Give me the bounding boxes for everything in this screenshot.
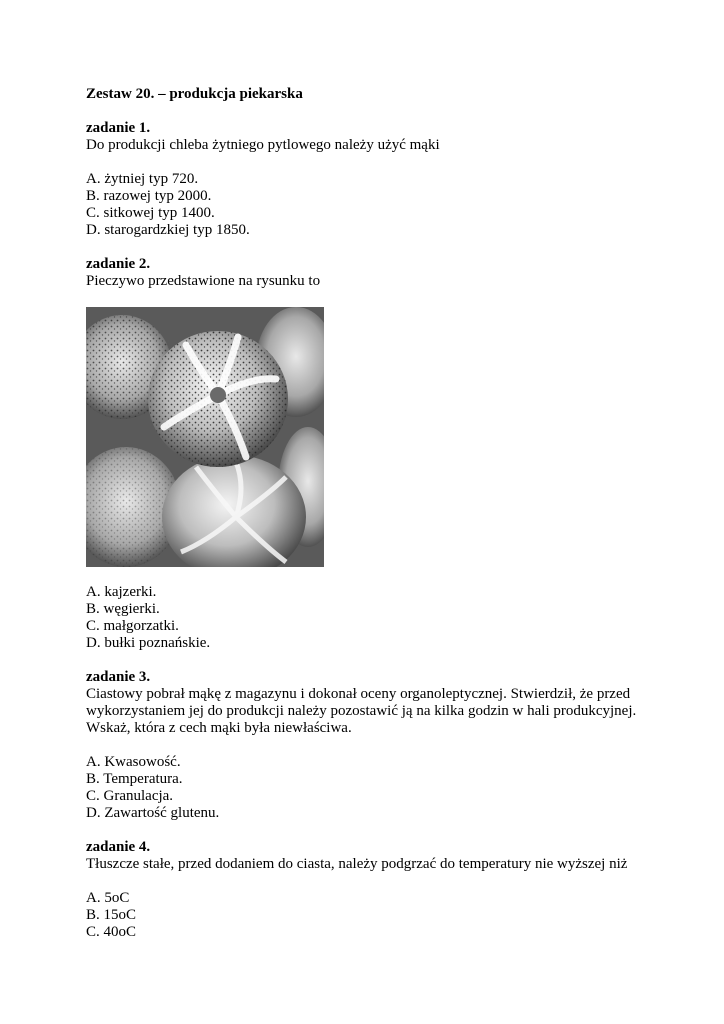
bread-rolls-photo [86, 307, 324, 567]
question-text-line-1: Ciastowy pobrał mąkę z magazynu i dokonał oceny organoleptycznej. Stwierdził, że przed [86, 686, 631, 702]
question-text-line-3: Wskaż, która z cech mąki była niewłaściwa. [86, 720, 352, 736]
answer-option-a: A. kajzerki. [86, 584, 157, 600]
answer-option-d: D. starogardzkiej typ 1850. [86, 222, 250, 238]
answer-option-d: D. Zawartość glutenu. [86, 805, 220, 821]
question-3 [86, 669, 646, 822]
answer-option-c: C. Granulacja. [86, 788, 174, 804]
answer-option-a: A. 5oC [86, 890, 130, 906]
question-2 [86, 256, 646, 652]
question-heading: zadanie 2. [86, 256, 151, 272]
answer-option-b: B. razowej typ 2000. [86, 188, 212, 204]
answer-options [86, 890, 646, 941]
question-text-line-2: wykorzystaniem jej do produkcji należy pozostawić ją na kilka godzin w hali produkcyjnej. [86, 703, 637, 719]
question-text: Do produkcji chleba żytniego pytlowego należy użyć mąki [86, 137, 440, 153]
question-1 [86, 120, 646, 239]
answer-options [86, 171, 646, 239]
answer-option-c: C. 40oC [86, 924, 137, 940]
answer-option-a: A. żytniej typ 720. [86, 171, 199, 187]
answer-option-d: D. bułki poznańskie. [86, 635, 211, 651]
question-heading: zadanie 1. [86, 120, 151, 136]
bread-rolls-image [86, 307, 324, 567]
question-text: Tłuszcze stałe, przed dodaniem do ciasta, należy podgrzać do temperatury nie wyższej niż [86, 856, 628, 872]
question-4 [86, 839, 646, 941]
document-page [86, 86, 646, 941]
answer-options [86, 584, 646, 652]
question-heading: zadanie 4. [86, 839, 151, 855]
answer-option-b: B. węgierki. [86, 601, 160, 617]
question-text: Pieczywo przedstawione na rysunku to [86, 273, 321, 289]
answer-option-a: A. Kwasowość. [86, 754, 181, 770]
answer-option-c: C. sitkowej typ 1400. [86, 205, 215, 221]
document-title: Zestaw 20. – produkcja piekarska [86, 86, 303, 102]
answer-option-b: B. 15oC [86, 907, 137, 923]
answer-option-b: B. Temperatura. [86, 771, 183, 787]
answer-options [86, 754, 646, 822]
question-heading: zadanie 3. [86, 669, 151, 685]
answer-option-c: C. małgorzatki. [86, 618, 179, 634]
